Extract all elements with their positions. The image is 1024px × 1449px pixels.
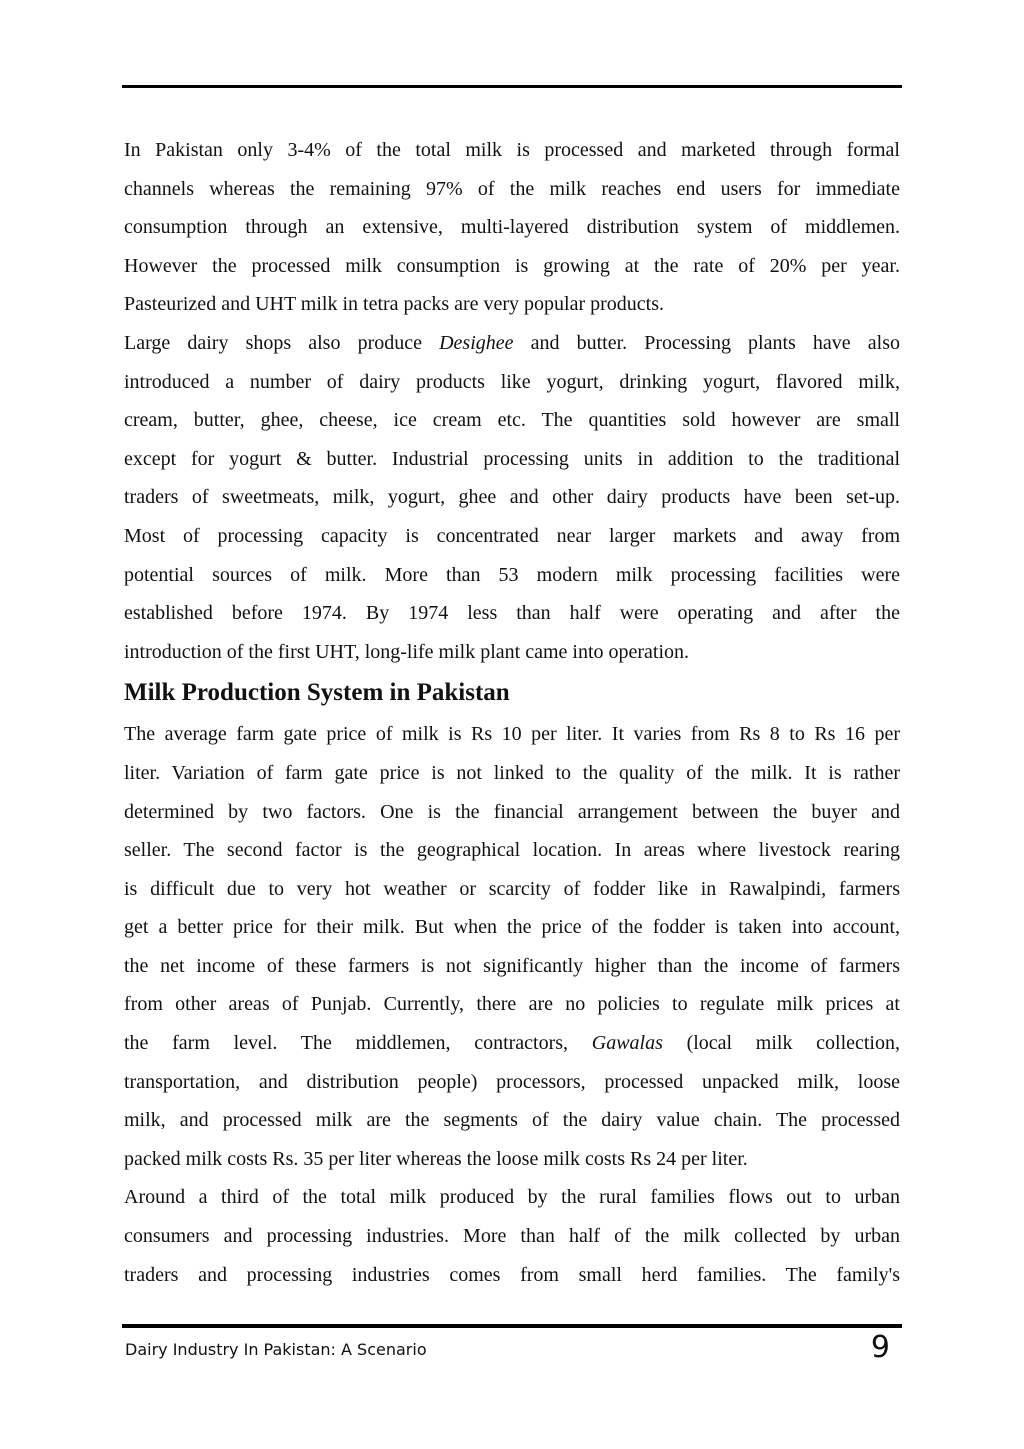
text-line: consumption through an extensive, multi-layered distribution system of middlemen. (124, 216, 900, 239)
text-line: Around a third of the total milk produced by the rural families flows out to urban (124, 1186, 900, 1209)
text-line: introduced a number of dairy products like yogurt, drinking yogurt, flavored milk, (124, 370, 900, 393)
text-line: Pasteurized and UHT milk in tetra packs are very popular products. (124, 293, 665, 316)
header-rule (122, 85, 902, 88)
text-line: from other areas of Punjab. Currently, there are no policies to regulate milk prices at (124, 993, 900, 1016)
page-number: 9 (870, 1330, 890, 1365)
text-line (124, 324, 900, 363)
text-line: is difficult due to very hot weather or scarcity of fodder like in Rawalpindi, farmers (124, 877, 900, 900)
text-run: (local milk collection, (662, 1032, 900, 1055)
text-line: milk, and processed milk are the segments of the dairy value chain. The processed (124, 1109, 900, 1132)
paragraph-urban-flow (124, 1178, 900, 1294)
text-line: established before 1974. By 1974 less than half were operating and after the (124, 602, 900, 625)
page-body (124, 131, 900, 1294)
text-line: get a better price for their milk. But when the price of the fodder is taken into account, (124, 916, 900, 939)
paragraph-dairy-products (124, 324, 900, 671)
text-line: introduction of the first UHT, long-life milk plant came into operation. (124, 640, 690, 663)
text-line: The average farm gate price of milk is Rs 10 per liter. It varies from Rs 8 to Rs 16 per (124, 723, 900, 746)
text-run: Large dairy shops also produce (124, 331, 440, 354)
text-line: except for yogurt & butter. Industrial processing units in addition to the traditional (124, 447, 900, 470)
text-line: the net income of these farmers is not significantly higher than the income of farmers (124, 954, 900, 977)
text-line: cream, butter, ghee, cheese, ice cream etc. The quantities sold however are small (124, 409, 900, 432)
text-line: traders of sweetmeats, milk, yogurt, ghee and other dairy products have been set-up. (124, 486, 900, 509)
section-heading: Milk Production System in Pakistan (124, 679, 510, 707)
text-run: the farm level. The middlemen, contractors, (124, 1032, 592, 1055)
italic-term: Desighee (439, 331, 514, 354)
text-line: potential sources of milk. More than 53 modern milk processing facilities were (124, 563, 900, 586)
text-line: determined by two factors. One is the financial arrangement between the buyer and (124, 800, 900, 823)
text-line: consumers and processing industries. More than half of the milk collected by urban (124, 1225, 900, 1248)
text-line: transportation, and distribution people) processors, processed unpacked milk, loose (124, 1070, 900, 1093)
paragraph-farm-gate-price (124, 715, 900, 1178)
text-line: However the processed milk consumption is growing at the rate of 20% per year. (124, 254, 900, 277)
text-line: channels whereas the remaining 97% of the milk reaches end users for immediate (124, 177, 900, 200)
text-line: packed milk costs Rs. 35 per liter whereas the loose milk costs Rs 24 per liter. (124, 1147, 748, 1170)
text-line (124, 1024, 900, 1063)
italic-term: Gawalas (591, 1032, 663, 1055)
text-line: In Pakistan only 3-4% of the total milk is processed and marketed through formal (124, 139, 900, 161)
footer-rule (122, 1324, 902, 1328)
paragraph-processed-milk (124, 131, 900, 324)
text-line: seller. The second factor is the geographical location. In areas where livestock rearing (124, 839, 900, 862)
text-line: liter. Variation of farm gate price is not linked to the quality of the milk. It is rather (124, 761, 900, 784)
text-run: and butter. Processing plants have also (513, 331, 901, 354)
footer-title: Dairy Industry In Pakistan: A Scenario (125, 1340, 427, 1359)
text-line: Most of processing capacity is concentrated near larger markets and away from (124, 524, 900, 547)
text-line: traders and processing industries comes from small herd families. The family's (124, 1263, 900, 1286)
